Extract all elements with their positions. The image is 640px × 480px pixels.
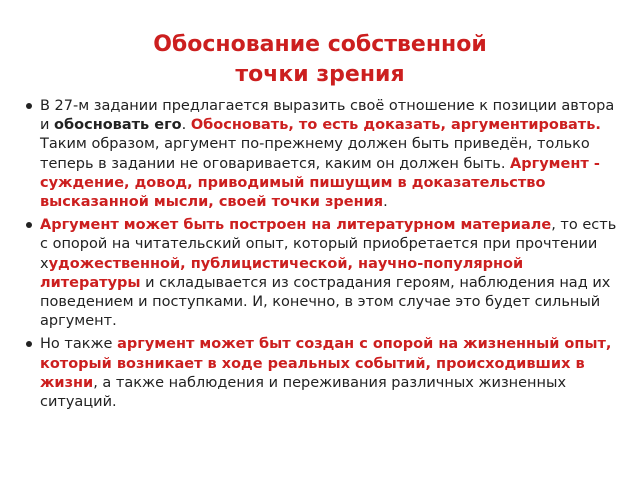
- text-run: , то есть с опорой на читательский опыт, который приобретается при прочтении х: [40, 217, 617, 272]
- text-run: , а также наблюдения и переживания различных жизненных ситуаций.: [40, 374, 567, 411]
- highlight-text-run: аргумент может быт создан с опорой на жизненный опыт, который возникает в ходе реальных событий, происходивших в жизни: [40, 336, 612, 391]
- slide-title: [0, 30, 640, 90]
- highlight-text-run: Обосновать, то есть доказать, аргументировать.: [190, 117, 601, 134]
- bullet-item: [26, 216, 628, 331]
- text-run: Таким образом, аргумент по-прежнему должен быть приведён, только теперь в задании не оговаривается, каким он должен быть.: [40, 136, 590, 172]
- bold-text-run: обосновать его: [54, 117, 182, 134]
- bullet-item: [26, 97, 628, 212]
- slide-title-line-2: точки зрения: [235, 62, 405, 87]
- text-run: .: [181, 117, 191, 134]
- highlight-text-run: удожественной, публицистической, научно-популярной литературы: [40, 255, 524, 291]
- text-run: и складывается из сострадания героям, наблюдения над их поведением и поступками. И, конечно, в этом случае это будет сильный аргумент.: [40, 274, 611, 330]
- text-run: В 27-м задании предлагается выразить своё отношение к позиции автора и: [40, 98, 615, 134]
- text-run: Но также: [40, 336, 118, 353]
- highlight-text-run: Аргумент может быть построен на литературном материале: [40, 217, 552, 234]
- bullet-list: [26, 97, 628, 416]
- slide-title-line-1: Обоснование собственной: [153, 32, 487, 57]
- highlight-text-run: Аргумент - суждение, довод, приводимый пишущим в доказательство высказанной мысли, своей точки зрения: [40, 155, 600, 211]
- bullet-item: [26, 335, 628, 412]
- text-run: .: [383, 194, 388, 211]
